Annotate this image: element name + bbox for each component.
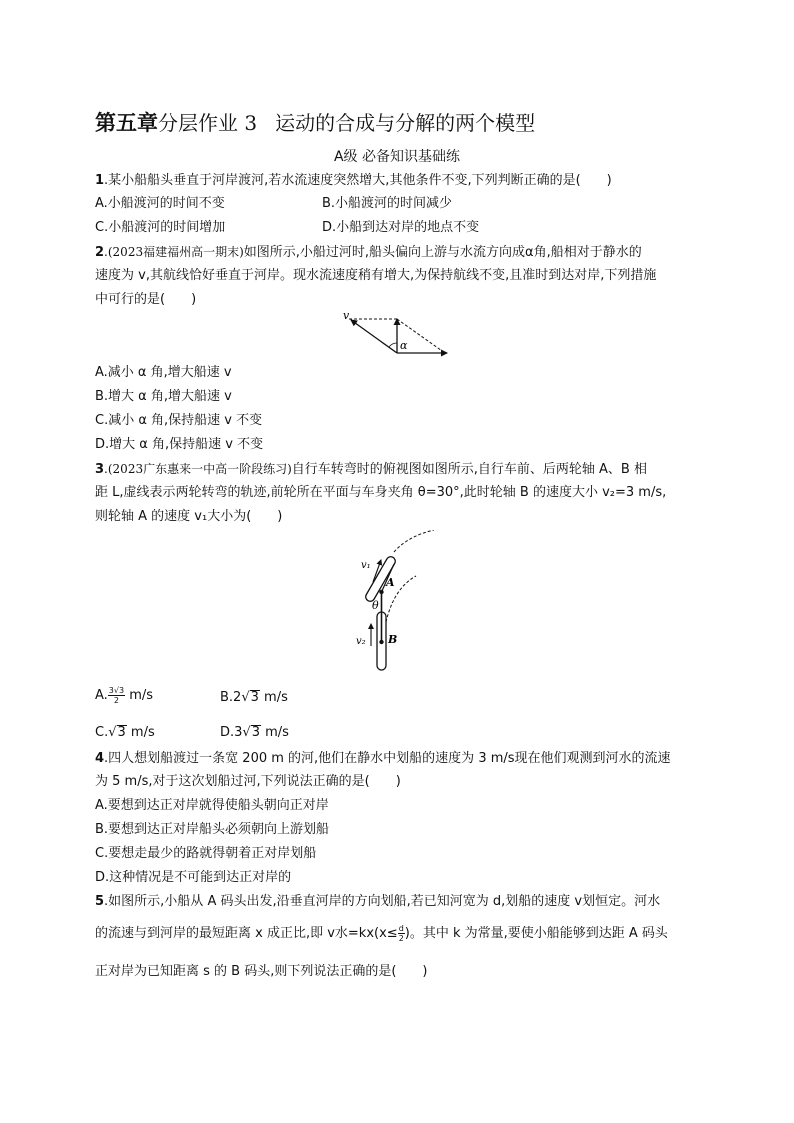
q3-label-theta: θ bbox=[372, 599, 379, 612]
q4-stem-line1: 4.四人想划船渡过一条宽 200 m 的河,他们在静水中划船的速度为 3 m/s现在他们观测到河水的流速 bbox=[95, 751, 671, 766]
q2-label-v: v bbox=[343, 309, 350, 322]
q4-option-c: C.要想走最少的路就得朝着正对岸划船 bbox=[95, 846, 317, 861]
q2-boat-velocity-figure bbox=[335, 306, 460, 360]
q3-label-v1: v₁ bbox=[361, 560, 371, 571]
q3-option-a-fraction: $\frac{3√3}{2}$ bbox=[108, 686, 125, 705]
q1-option-b: B.小船渡河的时间减少 bbox=[322, 196, 453, 211]
q5-stem-line2: 的流速与到河岸的最短距离 x 成正比,即 v水=kx(x≤ $\frac{d}{2}$ )。其中 k 为常量,要使小船能够到达距 A 码头 bbox=[95, 924, 668, 943]
q4-option-b: B.要想到达正对岸船头必须朝向上游划船 bbox=[95, 822, 330, 837]
q3-label-b: B bbox=[388, 633, 398, 646]
q3-source: .(2023广东惠来一中高一阶段练习) bbox=[104, 462, 292, 476]
q3-stem-line3: 则轮轴 A 的速度 v₁大小为( ) bbox=[95, 509, 283, 524]
q5-number: 5 bbox=[95, 894, 105, 909]
q4-option-d: D.这种情况是不可能到达正对岸的 bbox=[95, 870, 292, 885]
q3-stem-line2: 距 L,虚线表示两轮转弯的轨迹,前轮所在平面与车身夹角 θ=30°,此时轮轴 B 的速度大小 v₂=3 m/s, bbox=[95, 485, 667, 500]
section-level-heading: A级 必备知识基础练 bbox=[333, 149, 461, 165]
q5-stem-line1: 5.如图所示,小船从 A 码头出发,沿垂直河岸的方向划船,若已知河宽为 d,划船的速度 v划恒定。河水 bbox=[95, 894, 661, 909]
q1-number: 1 bbox=[95, 173, 105, 188]
q3-option-c: C.√3 m/s bbox=[95, 725, 155, 740]
q3-option-a: A. $\frac{3√3}{2}$ m/s bbox=[95, 686, 154, 705]
q2-vector-v bbox=[351, 320, 397, 353]
topic-label: 运动的合成与分解的两个模型 bbox=[275, 111, 536, 135]
q1-stem: 1.某小船船头垂直于河岸渡河,若水流速度突然增大,其他条件不变,下列判断正确的是( ) bbox=[95, 173, 612, 188]
q3-number: 3 bbox=[95, 462, 105, 477]
q2-option-c: C.减小 α 角,保持船速 v 不变 bbox=[95, 413, 263, 428]
chapter-label: 第五章 bbox=[95, 110, 158, 135]
q2-option-a: A.减小 α 角,增大船速 v bbox=[95, 365, 232, 380]
q2-angle-arc bbox=[389, 343, 397, 347]
q4-stem-line2: 为 5 m/s,对于这次划船过河,下列说法正确的是( ) bbox=[95, 774, 401, 789]
q1-option-a: A.小船渡河的时间不变 bbox=[95, 196, 225, 211]
q3-option-d: D.3√3 m/s bbox=[220, 725, 289, 740]
q3-front-trajectory bbox=[394, 530, 434, 552]
q2-number: 2 bbox=[95, 245, 105, 260]
q2-stem-line2: 速度为 v,其航线恰好垂直于河岸。现水流速度稍有增大,为保持航线不变,且准时到达对岸,下列措施 bbox=[95, 268, 657, 283]
q3-label-a: A bbox=[386, 576, 395, 589]
q2-stem-line3: 中可行的是( ) bbox=[95, 292, 197, 307]
q3-label-v2: v₂ bbox=[356, 636, 366, 647]
assignment-label: 分层作业 3 bbox=[158, 111, 258, 135]
q3-axle-a bbox=[379, 590, 383, 594]
q3-axle-b bbox=[379, 640, 383, 644]
q2-option-d: D.增大 α 角,保持船速 v 不变 bbox=[95, 437, 264, 452]
q4-number: 4 bbox=[95, 751, 105, 766]
q3-stem-line1: 3.(2023广东惠来一中高一阶段练习)自行车转弯时的俯视图如图所示,自行车前、后两轮轴 A、B 相 bbox=[95, 462, 647, 477]
q2-stem-line1: 2.(2023福建福州高一期末)如图所示,小船过河时,船头偏向上游与水流方向成α角,船相对于静水的 bbox=[95, 245, 642, 260]
q4-option-a: A.要想到达正对岸就得使船头朝向正对岸 bbox=[95, 798, 329, 813]
q2-source: .(2023福建福州高一期末) bbox=[104, 245, 244, 259]
q1-option-d: D.小船到达对岸的地点不变 bbox=[322, 220, 480, 235]
q2-option-b: B.增大 α 角,增大船速 v bbox=[95, 389, 232, 404]
q2-label-alpha: α bbox=[400, 339, 408, 352]
page-title bbox=[95, 110, 535, 136]
q3-option-b: B.2√3 m/s bbox=[220, 690, 288, 705]
q5-fraction-d-over-2: $\frac{d}{2}$ bbox=[398, 924, 404, 943]
q1-option-c: C.小船渡河的时间增加 bbox=[95, 220, 226, 235]
q3-bicycle-figure bbox=[350, 530, 440, 675]
q5-stem-line3: 正对岸为已知距离 s 的 B 码头,则下列说法正确的是( ) bbox=[95, 964, 428, 979]
